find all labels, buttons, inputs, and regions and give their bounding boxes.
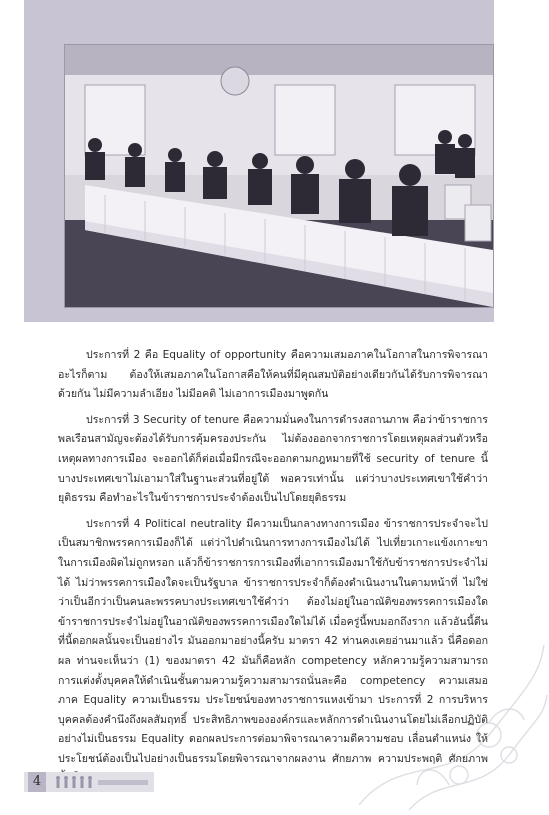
conference-photo bbox=[64, 44, 494, 308]
page-number: 4 bbox=[28, 772, 46, 792]
floral-watermark-icon bbox=[339, 635, 549, 815]
people-ornament-icon bbox=[52, 774, 152, 790]
paragraph-equality: ประการที่ 2 คือ Equality of opportunity คือความเสมอภาคในโอกาสในการพิจารณาอะไรก็ตาม ต้องให้เสมอภาคในโอกาสคือให้คนที่มีคุณสมบัติอย่างเดียวกันได้รับการพิจารณาด้วยกัน ไม่มีความลำเอียง ไม่มีอคติ ไม่เอาการเมืองมาพูดกัน bbox=[58, 349, 488, 401]
paragraph-political-neutrality: ประการที่ 4 Political neutrality มีความเป็นกลางทางการเมือง ข้าราชการประจำจะไปเป็นสมาชิกพรรคการเมืองก็ได้ แต่ว่าไปดำเนินการทางการเมืองไม่ได้ ไปเที่ยวเกาะแข้งเกาะขาในการเมืองผิดไม่ถูกหรอก แล้วก็ข้าราชการการเมืองที่เอาการเมืองมาใช้กับข้าราชการประจำไม่ได้ ไม่ว่าพรรคการเมืองใดจะเป็นรัฐบาล ข้าราชการประจำก็ต้องดำเนินงานในตามหน้าที่ ไม่ใช่ว่าเป็นอีกว่าเป็นคนละพรรคบางประเทศเขาใช้คำว่า ต้องไม่อยู่ในอาณัติของพรรคการเมืองใด ข้าราชการประจำไม่อยู่ในอาณัติของพรรคการเมืองใดไม่ได้ เมื่อครู่นี้พบมอกถึงราก แล้วอันนี้ดีน ที่นี้ดอกผลนั้นจะเป็นอย่างไร มันออกมาอย่างนี้ครับ มาตรา 42 ท่านคงเคยอ่านมาแล้ว นี่คือดอกผล ท่านจะเห็นว่า (1) ของมาตรา 42 มันก็คือหลัก competency หลักความรู้ความสามารถ การแต่งตั้งบุคคลให้ดำเนินชั้นตามความรู้ความสามารถนั่นละคือ competency ความเสมอภาค Equality ความเป็นธรรม ประโยชน์ของทางราชการแหงเข้ามา ประการที่ 2 การบริหารบุคคลต้องคำนึงถึงผลสัมฤทธิ์ ประสิทธิภาพขององค์กรและหลักการดำเนินงานโดยไม่เลือกปฏิบัติอย่างไม่เป็นธรรม Equality ดอกผลประการต่อมาพิจารณาความดีความชอบ เลื่อนตำแหน่ง ให้ประโยชน์ต้องเป็นไปอย่างเป็นธรรมโดยพิจารณาจากผลงาน ศักยภาพ ความประพฤติ ศักยภาพ bbox=[58, 517, 488, 765]
paragraph-security-of-tenure: ประการที่ 3 Security of tenure คือความมั่นคงในการดำรงสถานภาพ คือว่าข้าราชการพลเรือนสามัญจะต้องได้รับการคุ้มครองประกัน ไม่ต้องออกจากราชการโดยเหตุผลส่วนตัวหรือเหตุผลทางการเมือง จะออกได้ก็ต่อเมื่อมีกรณีจะออกตามกฎหมายที่ใช้ security of tenure นี้บางประเทศเขาไม่เอามาใส่ในฐานะส่วนที่อยู่ใต้ พอควรเท่านั้น แต่ว่าบางประเทศเขาใช้คำว่า ยุติธรรม คือทำอะไรในข้าราชการประจำต้องเป็นไปโดยยุติธรรม bbox=[58, 413, 488, 505]
conference-meeting-photo-icon bbox=[65, 45, 493, 307]
